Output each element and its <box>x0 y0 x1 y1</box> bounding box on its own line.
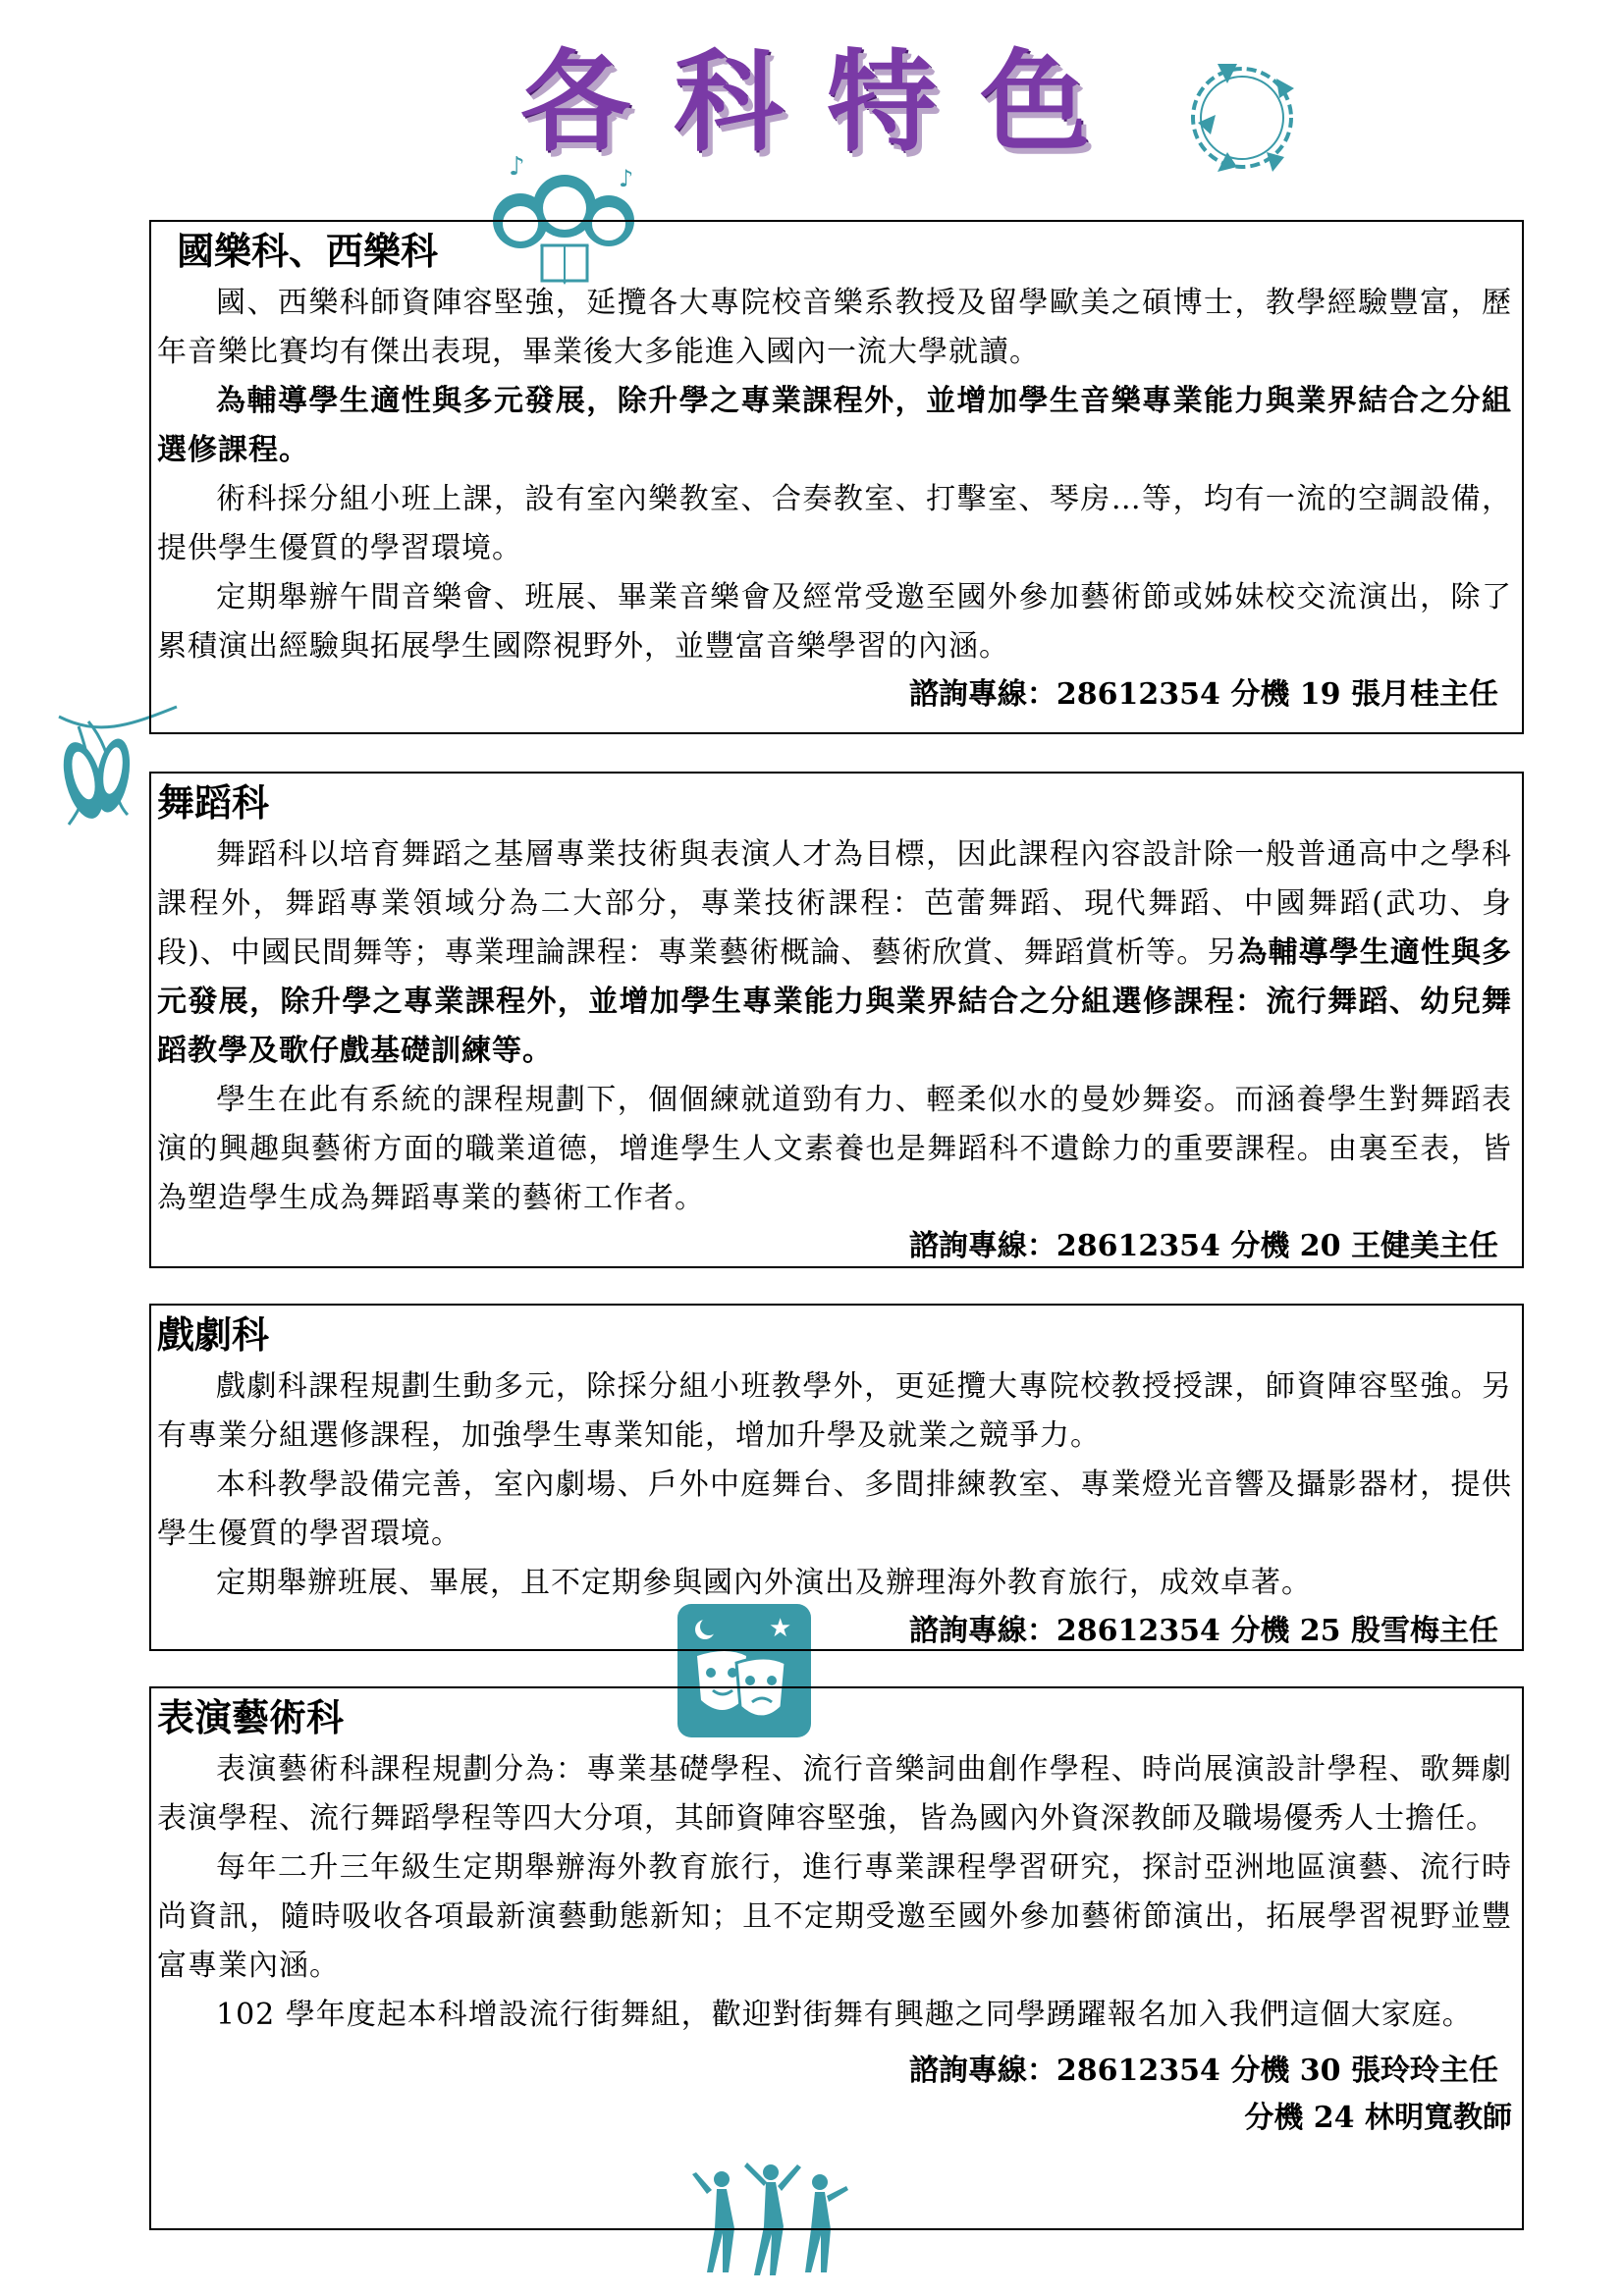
contact-line-2: 分機 24 林明寬教師 <box>1244 2101 1512 2135</box>
contact-line: 諮詢專線：28612354 分機 20 王健美主任 <box>908 1229 1498 1263</box>
section-dance <box>149 772 1524 1268</box>
paragraph: 定期舉辦班展、畢展，且不定期參與國內外演出及辦理海外教育旅行，成效卓著。 <box>216 1566 1312 1600</box>
paragraph <box>157 830 1512 1076</box>
section-title: 舞蹈科 <box>157 780 270 825</box>
svg-text:♪: ♪ <box>509 152 525 182</box>
contact-line: 諮詢專線：28612354 分機 25 殷雪梅主任 <box>908 1614 1498 1648</box>
paragraph: 定期舉辦午間音樂會、班展、畢業音樂會及經常受邀至國外參加藝術節或姊妹校交流演出，除了累積演出經驗與拓展學生國際視野外，並豐富音樂學習的內涵。 <box>157 580 1512 664</box>
section-performing-arts <box>149 1686 1524 2230</box>
paragraph: 每年二升三年級生定期舉辦海外教育旅行，進行專業課程學習研究，探討亞洲地區演藝、流行時尚資訊，隨時吸收各項最新演藝動態新知；且不定期受邀至國外參加藝術節演出，拓展學習視野並豐富專業內涵。 <box>157 1850 1512 1983</box>
paragraph-bold: 為輔導學生適性與多元發展，除升學之專業課程外，並增加學生專業能力與業界結合之分組選修課程：流行舞蹈、幼兒舞蹈教學及歌仔戲基礎訓練等。 <box>157 935 1513 1068</box>
paragraph: 術科採分組小班上課，設有室內樂教室、合奏教室、打擊室、琴房…等，均有一流的空調設備，提供學生優質的學習環境。 <box>157 482 1512 565</box>
section-title: 國樂科、西樂科 <box>177 229 439 273</box>
paragraph: 表演藝術科課程規劃分為：專業基礎學程、流行音樂詞曲創作學程、時尚展演設計學程、歌舞劇表演學程、流行舞蹈學程等四大分項，其師資陣容堅強，皆為國內外資深教師及職場優秀人士擔任。 <box>157 1752 1512 1836</box>
section-drama <box>149 1304 1524 1651</box>
paragraph: 本科教學設備完善，室內劇場、戶外中庭舞台、多間排練教室、專業燈光音響及攝影器材，提供學生優質的學習環境。 <box>157 1468 1512 1551</box>
paragraph-text: 舞蹈科以培育舞蹈之基層專業技術與表演人才為目標，因此課程內容設計除一般普通高中之學科課程外，舞蹈專業領域分為二大部分，專業技術課程：芭蕾舞蹈、現代舞蹈、中國舞蹈(武功、身段)、中國民間舞等；專業理論課程：專業藝術概論、藝術欣賞、舞蹈賞析等。另 <box>157 837 1512 970</box>
paragraph: 102 學年度起本科增設流行街舞組，歡迎對街舞有興趣之同學踴躍報名加入我們這個大家庭。 <box>216 1998 1473 2032</box>
contact-line: 諮詢專線：28612354 分機 19 張月桂主任 <box>908 677 1498 712</box>
paragraph: 學生在此有系統的課程規劃下，個個練就道勁有力、輕柔似水的曼妙舞姿。而涵養學生對舞蹈表演的興趣與藝術方面的職業道德，增進學生人文素養也是舞蹈科不遺餘力的重要課程。由裏至表，皆為塑造學生成為舞蹈專業的藝術工作者。 <box>157 1083 1512 1215</box>
section-title: 戲劇科 <box>157 1312 270 1357</box>
contact-line: 諮詢專線：28612354 分機 30 張玲玲主任 <box>908 2054 1498 2088</box>
paragraph: 國、西樂科師資陣容堅強，延攬各大專院校音樂系教授及留學歐美之碩博士，教學經驗豐富，歷年音樂比賽均有傑出表現，畢業後大多能進入國內一流大學就讀。 <box>157 286 1512 369</box>
dancer-ring-icon <box>1178 54 1306 182</box>
page-title: 各科特色 <box>520 39 1133 167</box>
paragraph: 戲劇科課程規劃生動多元，除採分組小班教學外，更延攬大專院校教授授課，師資陣容堅強。另有專業分組選修課程，加強學生專業知能，增加升學及就業之競爭力。 <box>157 1369 1512 1453</box>
svg-text:★: ★ <box>769 1614 792 1643</box>
paragraph: 為輔導學生適性與多元發展，除升學之專業課程外，並增加學生音樂專業能力與業界結合之分組選修課程。 <box>157 384 1512 467</box>
section-music <box>149 220 1524 734</box>
svg-text:♪: ♪ <box>619 165 634 192</box>
section-title: 表演藝術科 <box>157 1695 345 1739</box>
